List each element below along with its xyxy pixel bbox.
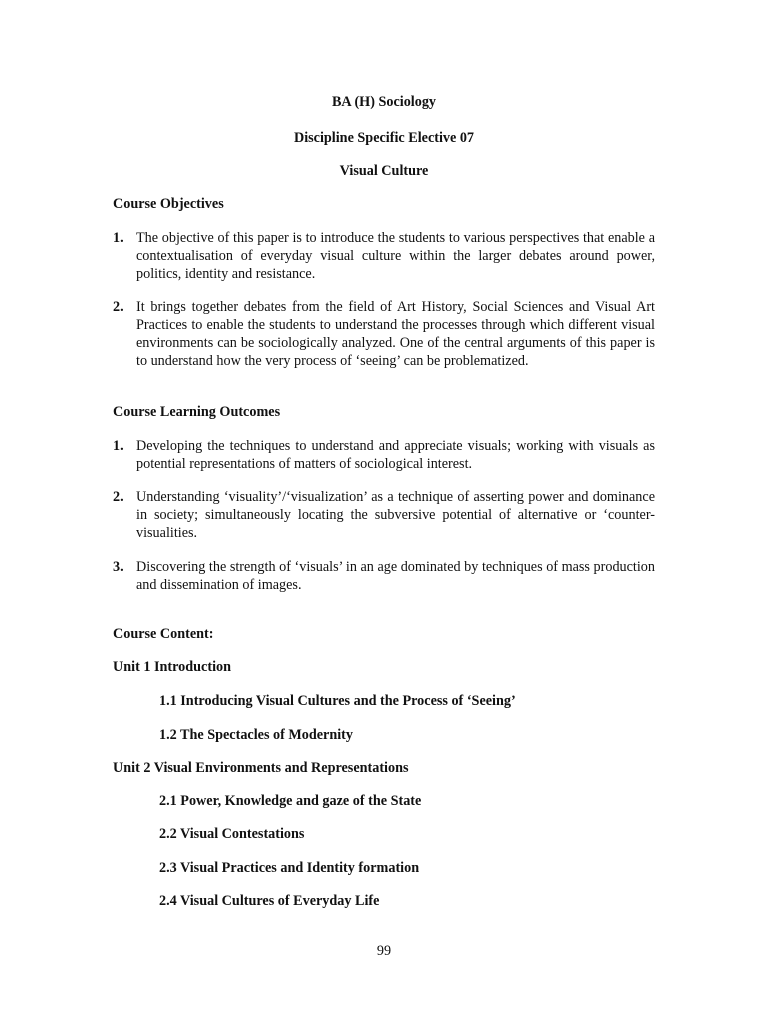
unit-1-title: Unit 1 Introduction	[113, 659, 231, 675]
program-title: BA (H) Sociology	[331, 94, 437, 110]
unit-2-title: Unit 2 Visual Environments and Representations	[113, 760, 409, 776]
outcomes-heading: Course Learning Outcomes	[113, 404, 281, 420]
list-number: 1.	[113, 438, 124, 454]
list-number: 3.	[113, 559, 124, 575]
outcome-item	[113, 488, 655, 542]
objective-item	[113, 229, 655, 283]
objectives-heading: Course Objectives	[113, 196, 224, 212]
unit-topic: 2.2 Visual Contestations	[159, 826, 305, 842]
list-number: 1.	[113, 230, 124, 246]
paper-title: Discipline Specific Elective 07	[293, 130, 475, 146]
content-heading: Course Content:	[113, 626, 214, 642]
page-number: 99	[376, 943, 392, 959]
list-number: 2.	[113, 299, 124, 315]
unit-topic: 2.3 Visual Practices and Identity formation	[159, 860, 420, 876]
list-text: Understanding ‘visuality’/‘visualization’ as a technique of asserting power and dominance in society; simultaneously locating the subversive potential of alternative or ‘counter-visualities.	[136, 489, 655, 541]
objective-item	[113, 298, 655, 370]
outcome-item	[113, 558, 655, 594]
list-text: The objective of this paper is to introduce the students to various perspectives that enable a contextualisation of everyday visual culture within the larger debates around power, politics, identity and resistance.	[136, 230, 655, 282]
list-number: 2.	[113, 489, 124, 505]
unit-topic: 1.2 The Spectacles of Modernity	[159, 727, 354, 743]
outcome-item	[113, 437, 655, 473]
list-text: It brings together debates from the field of Art History, Social Sciences and Visual Art Practices to enable the students to understand the processes through which different visual environments can be sociologically analyzed. One of the central arguments of this paper is to understand how the very process of ‘seeing’ can be problematized.	[136, 299, 655, 369]
unit-topic: 2.1 Power, Knowledge and gaze of the State	[159, 793, 422, 809]
list-text: Developing the techniques to understand and appreciate visuals; working with visuals as potential representations of matters of sociological interest.	[136, 438, 655, 472]
list-text: Discovering the strength of ‘visuals’ in an age dominated by techniques of mass production and dissemination of images.	[136, 559, 655, 593]
unit-topic: 2.4 Visual Cultures of Everyday Life	[159, 893, 380, 909]
unit-topic: 1.1 Introducing Visual Cultures and the Process of ‘Seeing’	[159, 693, 516, 709]
course-title: Visual Culture	[339, 163, 429, 179]
